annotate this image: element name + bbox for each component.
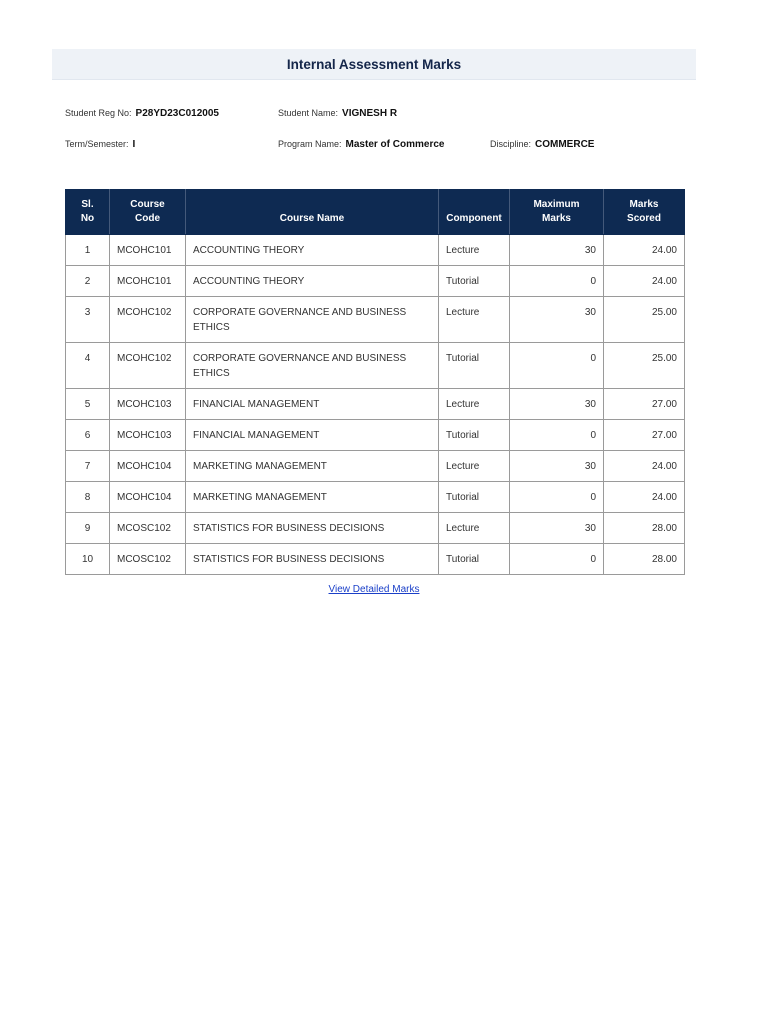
cell-course-code: MCOHC102 [110,297,186,343]
header-course-code: Course Code [110,190,186,235]
cell-course-code: MCOHC101 [110,235,186,266]
header-course-name: Course Name [186,190,439,235]
cell-sl-no: 8 [66,482,110,513]
cell-sl-no: 5 [66,389,110,420]
table-row [66,451,685,482]
cell-maximum-marks: 30 [510,235,604,266]
cell-component: Tutorial [439,343,510,389]
student-name-field [278,106,397,121]
program-field [278,137,444,152]
cell-component: Tutorial [439,420,510,451]
cell-sl-no: 4 [66,343,110,389]
header-marks-scored: Marks Scored [604,190,685,235]
title-bar [52,49,696,80]
table-row [66,544,685,575]
cell-course-code: MCOSC102 [110,544,186,575]
cell-marks-scored: 28.00 [604,544,685,575]
header-maximum-marks: Maximum Marks [510,190,604,235]
cell-marks-scored: 27.00 [604,389,685,420]
program-value: Master of Commerce [345,139,445,150]
cell-marks-scored: 24.00 [604,266,685,297]
term-label: Term/Semester: [65,139,129,149]
marks-table-header [66,190,685,235]
term-value: I [132,139,136,150]
cell-course-name: ACCOUNTING THEORY [186,235,439,266]
cell-component: Lecture [439,235,510,266]
cell-course-name: MARKETING MANAGEMENT [186,451,439,482]
cell-sl-no: 1 [66,235,110,266]
cell-maximum-marks: 30 [510,389,604,420]
cell-marks-scored: 25.00 [604,343,685,389]
cell-maximum-marks: 0 [510,420,604,451]
table-row [66,297,685,343]
reg-no-label: Student Reg No: [65,108,132,118]
cell-component: Lecture [439,297,510,343]
cell-course-name: ACCOUNTING THEORY [186,266,439,297]
cell-sl-no: 3 [66,297,110,343]
marks-table [65,189,685,575]
cell-maximum-marks: 30 [510,297,604,343]
cell-sl-no: 2 [66,266,110,297]
cell-course-name: FINANCIAL MANAGEMENT [186,389,439,420]
cell-sl-no: 7 [66,451,110,482]
reg-no-field [65,106,219,121]
student-info-row-1 [65,106,705,120]
cell-component: Lecture [439,389,510,420]
reg-no-value: P28YD23C012005 [135,108,219,119]
cell-course-name: STATISTICS FOR BUSINESS DECISIONS [186,544,439,575]
cell-course-code: MCOHC101 [110,266,186,297]
cell-component: Lecture [439,513,510,544]
cell-sl-no: 6 [66,420,110,451]
cell-course-code: MCOHC104 [110,451,186,482]
view-detailed-marks-link[interactable]: View Detailed Marks [328,584,420,595]
student-info-row-2 [65,137,705,151]
cell-course-code: MCOHC103 [110,420,186,451]
cell-course-code: MCOSC102 [110,513,186,544]
cell-maximum-marks: 30 [510,513,604,544]
cell-course-name: MARKETING MANAGEMENT [186,482,439,513]
cell-component: Tutorial [439,266,510,297]
cell-course-name: CORPORATE GOVERNANCE AND BUSINESS ETHICS [186,297,439,343]
table-row [66,420,685,451]
cell-component: Tutorial [439,482,510,513]
student-name-value: VIGNESH R [342,108,398,119]
cell-course-name: FINANCIAL MANAGEMENT [186,420,439,451]
table-row [66,235,685,266]
cell-marks-scored: 28.00 [604,513,685,544]
cell-maximum-marks: 30 [510,451,604,482]
cell-component: Lecture [439,451,510,482]
header-component: Component [439,190,510,235]
cell-course-name: CORPORATE GOVERNANCE AND BUSINESS ETHICS [186,343,439,389]
cell-marks-scored: 24.00 [604,235,685,266]
table-row [66,389,685,420]
cell-maximum-marks: 0 [510,343,604,389]
cell-course-code: MCOHC103 [110,389,186,420]
table-row [66,513,685,544]
page-title: Internal Assessment Marks [286,56,462,72]
term-field [65,137,135,152]
detail-link-container [0,584,748,595]
header-sl-no: Sl. No [66,190,110,235]
program-label: Program Name: [278,139,342,149]
marks-table-body [66,235,685,575]
cell-maximum-marks: 0 [510,266,604,297]
cell-course-code: MCOHC104 [110,482,186,513]
cell-maximum-marks: 0 [510,482,604,513]
cell-marks-scored: 24.00 [604,451,685,482]
cell-maximum-marks: 0 [510,544,604,575]
table-row [66,482,685,513]
cell-sl-no: 10 [66,544,110,575]
cell-component: Tutorial [439,544,510,575]
cell-course-name: STATISTICS FOR BUSINESS DECISIONS [186,513,439,544]
cell-marks-scored: 25.00 [604,297,685,343]
discipline-value: COMMERCE [535,139,595,150]
discipline-field [490,137,594,152]
cell-sl-no: 9 [66,513,110,544]
table-row [66,343,685,389]
table-row [66,266,685,297]
discipline-label: Discipline: [490,139,532,149]
cell-course-code: MCOHC102 [110,343,186,389]
cell-marks-scored: 27.00 [604,420,685,451]
cell-marks-scored: 24.00 [604,482,685,513]
student-name-label: Student Name: [278,108,339,118]
